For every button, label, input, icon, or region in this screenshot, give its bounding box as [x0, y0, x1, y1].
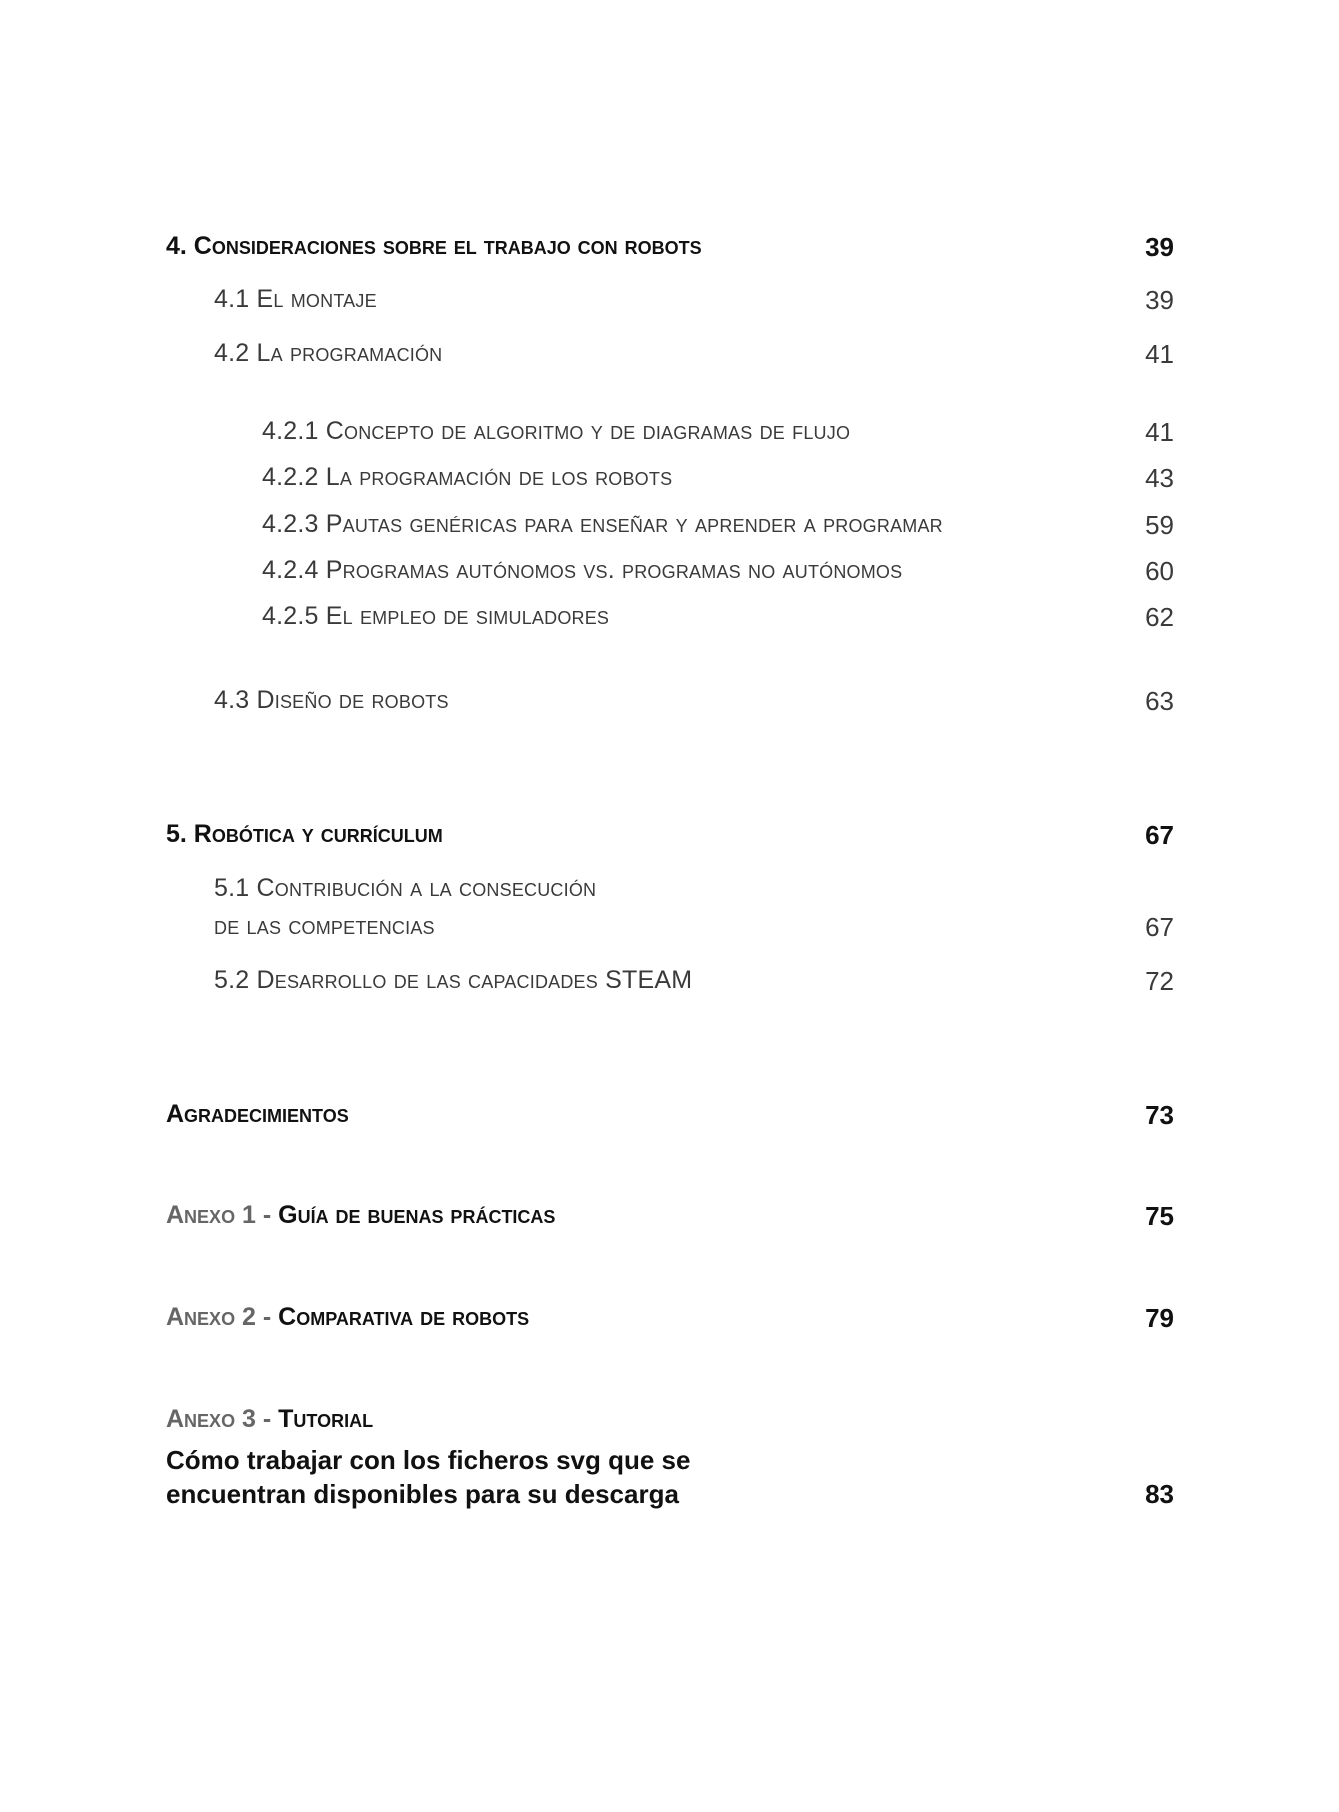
toc-entry-title: 4.2.4 Programas autónomos vs. programas no autónomos: [262, 556, 903, 584]
toc-entry-page: 79: [1145, 1303, 1174, 1333]
toc-entry-page: 43: [1145, 463, 1174, 493]
toc-entry-page: 39: [1145, 232, 1174, 262]
annex-prefix: Anexo 2 -: [166, 1303, 279, 1331]
toc-entry-page: 59: [1145, 510, 1174, 540]
annex-title: Tutorial: [278, 1405, 374, 1433]
toc-entry-title-line-2: de las competencias: [214, 912, 435, 940]
toc-entry-page: 72: [1145, 966, 1174, 996]
toc-entry-title: [166, 1201, 555, 1230]
annex-prefix: Anexo 3 -: [166, 1405, 279, 1433]
toc-entry-page: 67: [1145, 912, 1174, 942]
toc-entry-title: 4.2.1 Concepto de algoritmo y de diagramas de flujo: [262, 417, 851, 445]
toc-entry-title: 5.2 Desarrollo de las capacidades STEAM: [214, 966, 693, 994]
toc-entry-title: 4.2.3 Pautas genéricas para enseñar y aprender a programar: [262, 510, 943, 538]
toc-entry-page: 73: [1145, 1100, 1174, 1130]
annex-3-subtitle-line-1: Cómo trabajar con los ficheros svg que se: [166, 1445, 691, 1475]
toc-entry-title-line-1: 5.1 Contribución a la consecución: [214, 874, 597, 902]
toc-entry-title: 4.2.2 La programación de los robots: [262, 463, 673, 491]
annex-3-subtitle-line-2: encuentran disponibles para su descarga: [166, 1479, 679, 1509]
annex-title: Comparativa de robots: [278, 1303, 530, 1331]
toc-entry-page: 41: [1145, 339, 1174, 369]
toc-entry-title: 4. Consideraciones sobre el trabajo con robots: [166, 232, 702, 260]
annex-title: Guía de buenas prácticas: [278, 1201, 556, 1229]
toc-entry-page: 41: [1145, 417, 1174, 447]
toc-entry-title: 4.2.5 El empleo de simuladores: [262, 602, 610, 630]
toc-entry-title: [166, 1303, 529, 1332]
toc-entry-title: [166, 1405, 373, 1434]
toc-entry-title: 4.3 Diseño de robots: [214, 686, 449, 714]
toc-entry-page: 67: [1145, 820, 1174, 850]
toc-entry-title: 5. Robótica y currículum: [166, 820, 443, 848]
toc-entry-page: 75: [1145, 1201, 1174, 1231]
toc-entry-page: 60: [1145, 556, 1174, 586]
toc-entry-page: 39: [1145, 285, 1174, 315]
toc-entry-page: 62: [1145, 602, 1174, 632]
toc-entry-page: 83: [1145, 1479, 1174, 1509]
toc-entry-title: 4.2 La programación: [214, 339, 443, 367]
toc-entry-title: 4.1 El montaje: [214, 285, 377, 313]
toc-entry-page: 63: [1145, 686, 1174, 716]
toc-entry-title: Agradecimientos: [166, 1100, 349, 1128]
annex-prefix: Anexo 1 -: [166, 1201, 279, 1229]
